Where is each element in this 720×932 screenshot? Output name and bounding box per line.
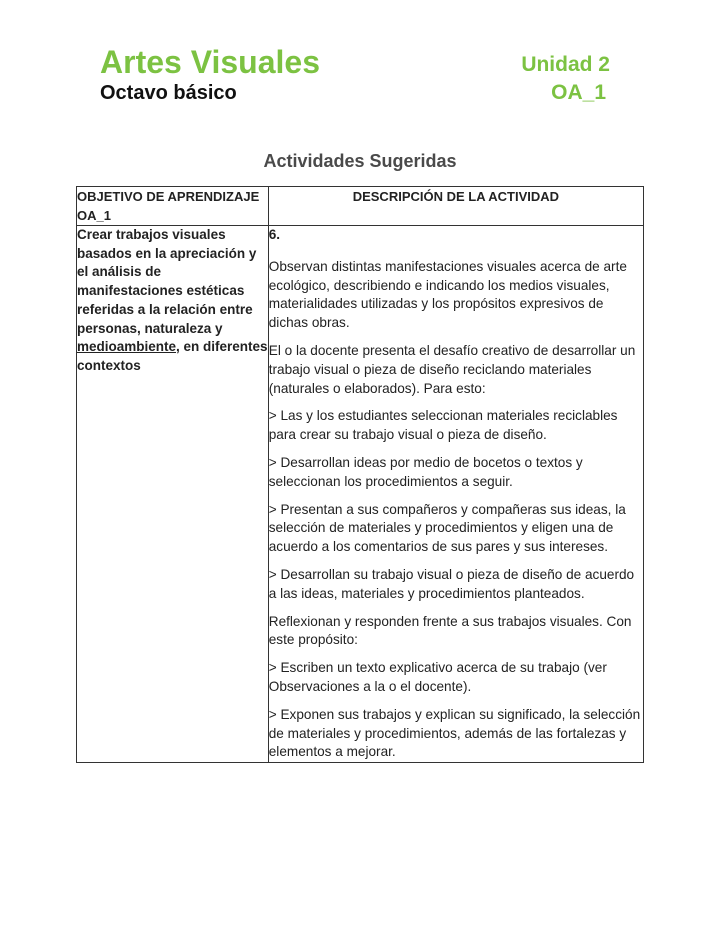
objective-cell (77, 226, 269, 763)
subject-title: Artes Visuales (100, 44, 320, 80)
objective-column-header: OBJETIVO DE APRENDIZAJE OA_1 (77, 187, 269, 226)
description-step: > Las y los estudiantes seleccionan materiales reciclables para crear su trabajo visual o pieza de diseño. (268, 408, 618, 443)
objective-underlined-term: medioambiente (77, 339, 177, 355)
activities-table (76, 186, 644, 763)
unit-label: Unidad 2 (521, 53, 610, 76)
description-cell (268, 226, 643, 763)
description-paragraph: Reflexionan y responden frente a sus trabajos visuales. Con este propósito: (268, 613, 632, 648)
oa-label: OA_1 (551, 81, 606, 104)
table-row (77, 226, 644, 763)
table-header-row (77, 187, 644, 226)
section-title: Actividades Sugeridas (263, 151, 457, 171)
page-header (100, 42, 610, 112)
objective-text: Crear trabajos visuales basados en la apreciación y el análisis de manifestaciones estéticas referidas a la relación entre personas, naturaleza y (77, 227, 257, 336)
grade-subtitle: Octavo básico (100, 82, 237, 104)
description-step: > Desarrollan su trabajo visual o pieza de diseño de acuerdo a las ideas, materiales y procedimientos planteados. (268, 566, 635, 601)
objective-text-end: , en diferentes contextos (77, 339, 268, 373)
description-paragraph: El o la docente presenta el desafío creativo de desarrollar un trabajo visual o pieza de diseño reciclando materiales (naturales o elaborados). Para esto: (268, 342, 636, 396)
description-paragraph: Observan distintas manifestaciones visuales acerca de arte ecológico, describiendo e indicando los medios visuales, materialidades utilizadas y los propósitos expresivos de dichas obras. (268, 258, 627, 331)
description-step: > Exponen sus trabajos y explican su significado, la selección de materiales y procedimientos, además de las fortalezas y elementos a mejorar. (268, 706, 641, 760)
description-step: > Presentan a sus compañeros y compañeras sus ideas, la selección de materiales y procedimientos y eligen una de acuerdo a los comentarios de sus pares y sus intereses. (268, 501, 626, 555)
description-step: > Escriben un texto explicativo acerca de su trabajo (ver Observaciones a la o el docente). (268, 660, 607, 694)
activity-number: 6. (268, 227, 281, 242)
description-step: > Desarrollan ideas por medio de bocetos o textos y seleccionan los procedimientos a seguir. (268, 454, 583, 489)
description-column-header: DESCRIPCIÓN DE LA ACTIVIDAD (268, 187, 643, 226)
